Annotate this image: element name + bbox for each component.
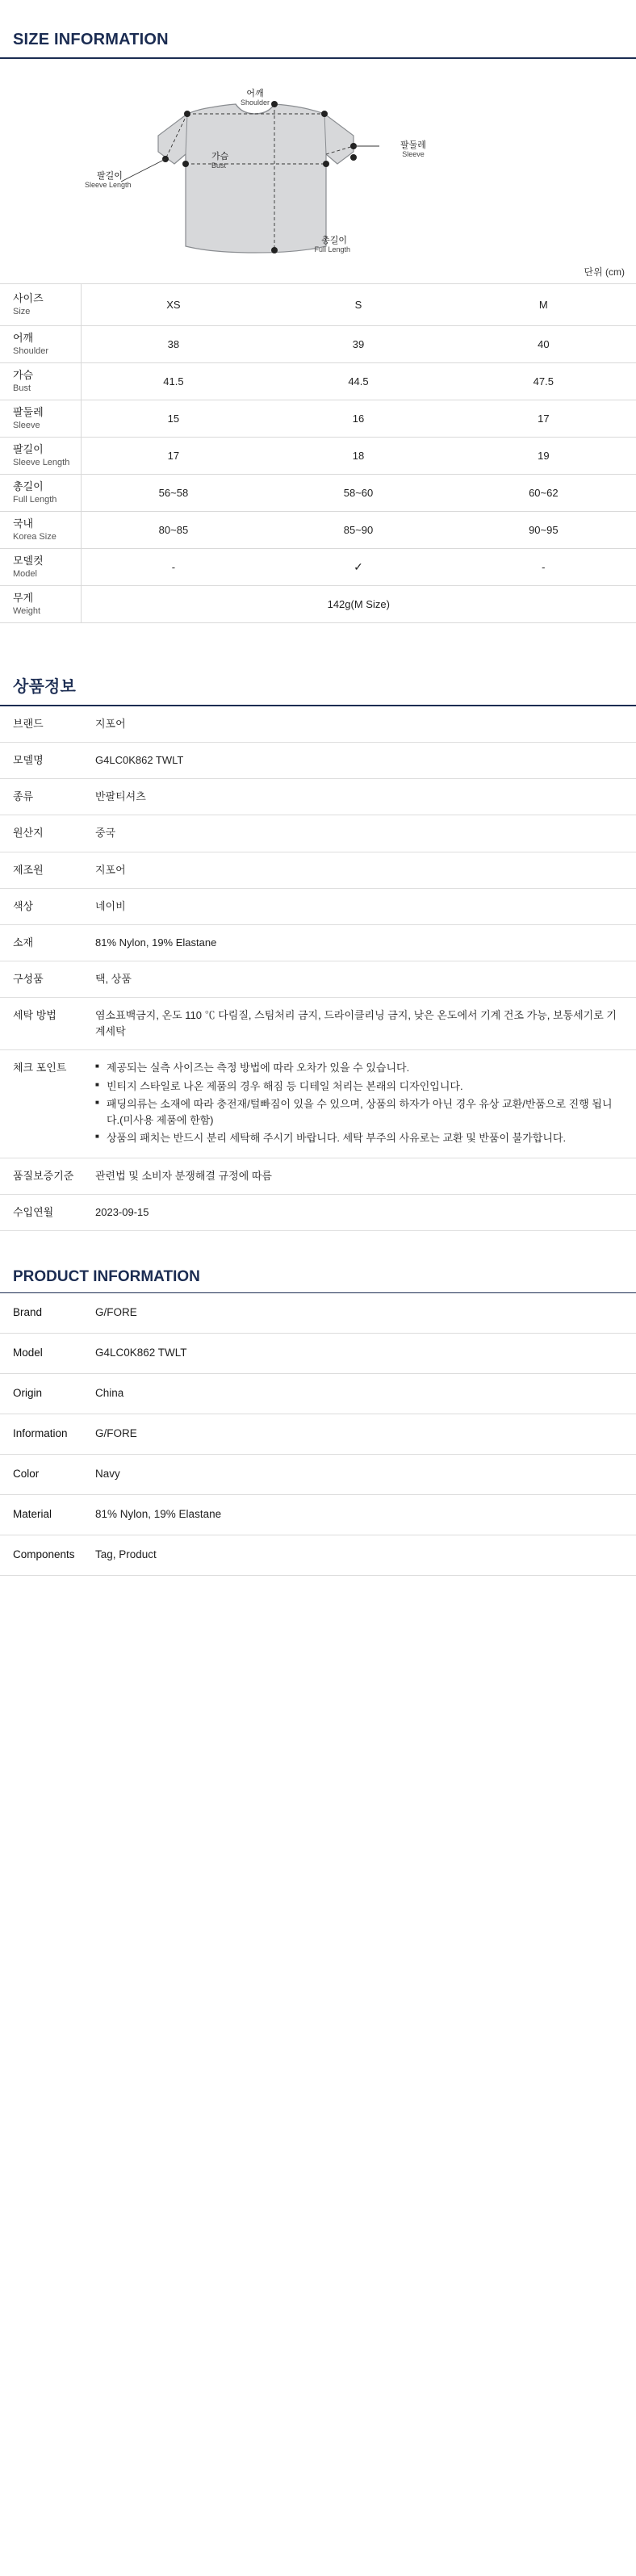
cell-sleeve-xs: 15 (81, 400, 266, 438)
size-information-title: SIZE INFORMATION (13, 31, 169, 48)
label-bust-ko: 가슴 (211, 152, 229, 161)
product-info-en-table (0, 1293, 636, 1575)
cell-shoulder-m: 40 (451, 326, 636, 363)
table-row (0, 1293, 636, 1333)
value-components: 택, 상품 (95, 961, 636, 997)
table-row (0, 852, 636, 888)
list-item: ■ 제공되는 실측 사이즈는 측정 방법에 따라 오차가 있을 수 있습니다. (95, 1060, 621, 1076)
cell-bust-m: 47.5 (451, 363, 636, 400)
label-origin: 원산지 (0, 815, 95, 852)
size-header-cell (0, 284, 81, 326)
label-full-length-en: Full Length (314, 245, 350, 253)
label-color-en: Color (0, 1455, 95, 1495)
cell-shoulder-s: 39 (266, 326, 450, 363)
table-row (0, 512, 636, 549)
label-brand-en: Brand (0, 1293, 95, 1333)
table-row (0, 284, 636, 326)
table-row (0, 1495, 636, 1535)
label-type: 종류 (0, 779, 95, 815)
check-point-list (95, 1060, 621, 1146)
table-row (0, 586, 636, 623)
unit-note: 단위 (cm) (584, 266, 625, 278)
label-sleeve-length-en: Sleeve Length (85, 181, 132, 189)
table-row (0, 998, 636, 1050)
value-manufacturer: 지포어 (95, 852, 636, 888)
label-sleeve-length-ko: 팔길이 (97, 171, 123, 181)
label-sleeve-ko: 팔둘레 (400, 140, 426, 150)
cell-korea-size-m: 90~95 (451, 512, 636, 549)
measure-label-korea-size: 국내 Korea Size (0, 512, 81, 549)
cell-shoulder-xs: 38 (81, 326, 266, 363)
label-quality-guarantee: 품질보증기준 (0, 1158, 95, 1195)
label-components: 구성품 (0, 961, 95, 997)
cell-korea-size-s: 85~90 (266, 512, 450, 549)
table-row (0, 1334, 636, 1374)
label-model-name: 모델명 (0, 743, 95, 779)
label-shoulder-ko: 어깨 (246, 89, 264, 98)
label-material-en: Material (0, 1495, 95, 1535)
table-row (0, 961, 636, 997)
size-header-ko: 사이즈 (13, 292, 44, 305)
label-import-date: 수입연월 (0, 1195, 95, 1231)
top-spacer (0, 0, 636, 31)
cell-full-length-s: 58~60 (266, 475, 450, 512)
value-wash-method: 염소표백금지, 온도 110 ℃ 다림질, 스팀처리 금지, 드라이클리닝 금지, 낮은 온도에서 기계 건조 가능, 보통세기로 기계세탁 (95, 998, 636, 1050)
label-brand: 브랜드 (0, 706, 95, 743)
cell-sleeve-length-xs: 17 (81, 438, 266, 475)
label-bust-en: Bust (211, 161, 227, 170)
measure-label-sleeve: 팔둘레 Sleeve (0, 400, 81, 438)
table-row (0, 815, 636, 852)
cell-weight-value: 142g(M Size) (81, 586, 636, 623)
garment-diagram (0, 59, 636, 265)
table-row (0, 924, 636, 961)
table-row (0, 1195, 636, 1231)
cell-model-s: ✓ (266, 549, 450, 586)
value-check-point (95, 1050, 636, 1158)
list-item: ■ 상품의 패치는 반드시 분리 세탁해 주시기 바랍니다. 세탁 부주의 사유로는 교환 및 반품이 불가합니다. (95, 1130, 621, 1146)
cell-model-xs: - (81, 549, 266, 586)
list-item: ■ 패딩의류는 소재에 따라 충전재/털빠짐이 있을 수 있으며, 상품의 하자가 아닌 경우 유상 교환/반품으로 진행 됩니다.(미사용 제품에 한함) (95, 1096, 621, 1129)
garment-diagram-svg (0, 59, 636, 265)
label-model-en: Model (0, 1334, 95, 1374)
size-col-xs: XS (81, 284, 266, 326)
value-color-en: Navy (95, 1455, 636, 1495)
value-components-en: Tag, Product (95, 1535, 636, 1575)
table-row (0, 706, 636, 743)
product-info-en-title: PRODUCT INFORMATION (13, 1268, 200, 1286)
value-import-date: 2023-09-15 (95, 1195, 636, 1231)
measure-label-full-length: 총길이 Full Length (0, 475, 81, 512)
list-item: ■ 빈티지 스타일로 나온 제품의 경우 해짐 등 디테일 처리는 본래의 디자인입니다. (95, 1079, 621, 1095)
value-type: 반팔티셔츠 (95, 779, 636, 815)
table-row (0, 1414, 636, 1455)
size-col-s: S (266, 284, 450, 326)
measure-label-weight: 무게 Weight (0, 586, 81, 623)
size-header-en: Size (13, 306, 31, 316)
cell-bust-s: 44.5 (266, 363, 450, 400)
value-brand: 지포어 (95, 706, 636, 743)
size-table-head (0, 284, 636, 326)
label-full-length-ko: 총길이 (321, 236, 347, 245)
table-row (0, 888, 636, 924)
product-info-ko-table (0, 706, 636, 1231)
section-gap-1 (0, 623, 636, 673)
section-gap-2 (0, 1231, 636, 1268)
value-information-en: G/FORE (95, 1414, 636, 1455)
label-shoulder-en: Shoulder (240, 98, 270, 107)
label-check-point: 체크 포인트 (0, 1050, 95, 1158)
cell-sleeve-length-m: 19 (451, 438, 636, 475)
label-wash-method: 세탁 방법 (0, 998, 95, 1050)
table-row (0, 549, 636, 586)
cell-sleeve-m: 17 (451, 400, 636, 438)
cell-full-length-xs: 56~58 (81, 475, 266, 512)
value-origin-en: China (95, 1374, 636, 1414)
cell-full-length-m: 60~62 (451, 475, 636, 512)
measure-label-sleeve-length: 팔길이 Sleeve Length (0, 438, 81, 475)
size-col-m: M (451, 284, 636, 326)
value-origin: 중국 (95, 815, 636, 852)
cell-bust-xs: 41.5 (81, 363, 266, 400)
measure-label-bust: 가슴 Bust (0, 363, 81, 400)
label-origin-en: Origin (0, 1374, 95, 1414)
table-row (0, 438, 636, 475)
size-table-body (0, 326, 636, 623)
table-row (0, 400, 636, 438)
cell-sleeve-length-s: 18 (266, 438, 450, 475)
value-quality-guarantee: 관련법 및 소비자 분쟁해결 규정에 따름 (95, 1158, 636, 1195)
size-table (0, 283, 636, 623)
label-information-en: Information (0, 1414, 95, 1455)
table-row (0, 1374, 636, 1414)
table-row (0, 326, 636, 363)
cell-korea-size-xs: 80~85 (81, 512, 266, 549)
label-components-en: Components (0, 1535, 95, 1575)
cell-sleeve-s: 16 (266, 400, 450, 438)
value-brand-en: G/FORE (95, 1293, 636, 1333)
table-row (0, 363, 636, 400)
table-row (0, 475, 636, 512)
value-model-en: G4LC0K862 TWLT (95, 1334, 636, 1374)
product-info-ko-title: 상품정보 (13, 678, 77, 696)
value-material-en: 81% Nylon, 19% Elastane (95, 1495, 636, 1535)
table-row (0, 1050, 636, 1158)
measure-label-model: 모델컷 Model (0, 549, 81, 586)
table-row (0, 1455, 636, 1495)
value-model-name: G4LC0K862 TWLT (95, 743, 636, 779)
label-manufacturer: 제조원 (0, 852, 95, 888)
label-sleeve-en: Sleeve (402, 150, 425, 158)
table-row (0, 1158, 636, 1195)
table-row (0, 743, 636, 779)
value-color: 네이비 (95, 888, 636, 924)
value-material: 81% Nylon, 19% Elastane (95, 924, 636, 961)
table-row (0, 779, 636, 815)
measure-label-shoulder: 어깨 Shoulder (0, 326, 81, 363)
label-material: 소재 (0, 924, 95, 961)
table-row (0, 1535, 636, 1575)
label-color: 색상 (0, 888, 95, 924)
cell-model-m: - (451, 549, 636, 586)
